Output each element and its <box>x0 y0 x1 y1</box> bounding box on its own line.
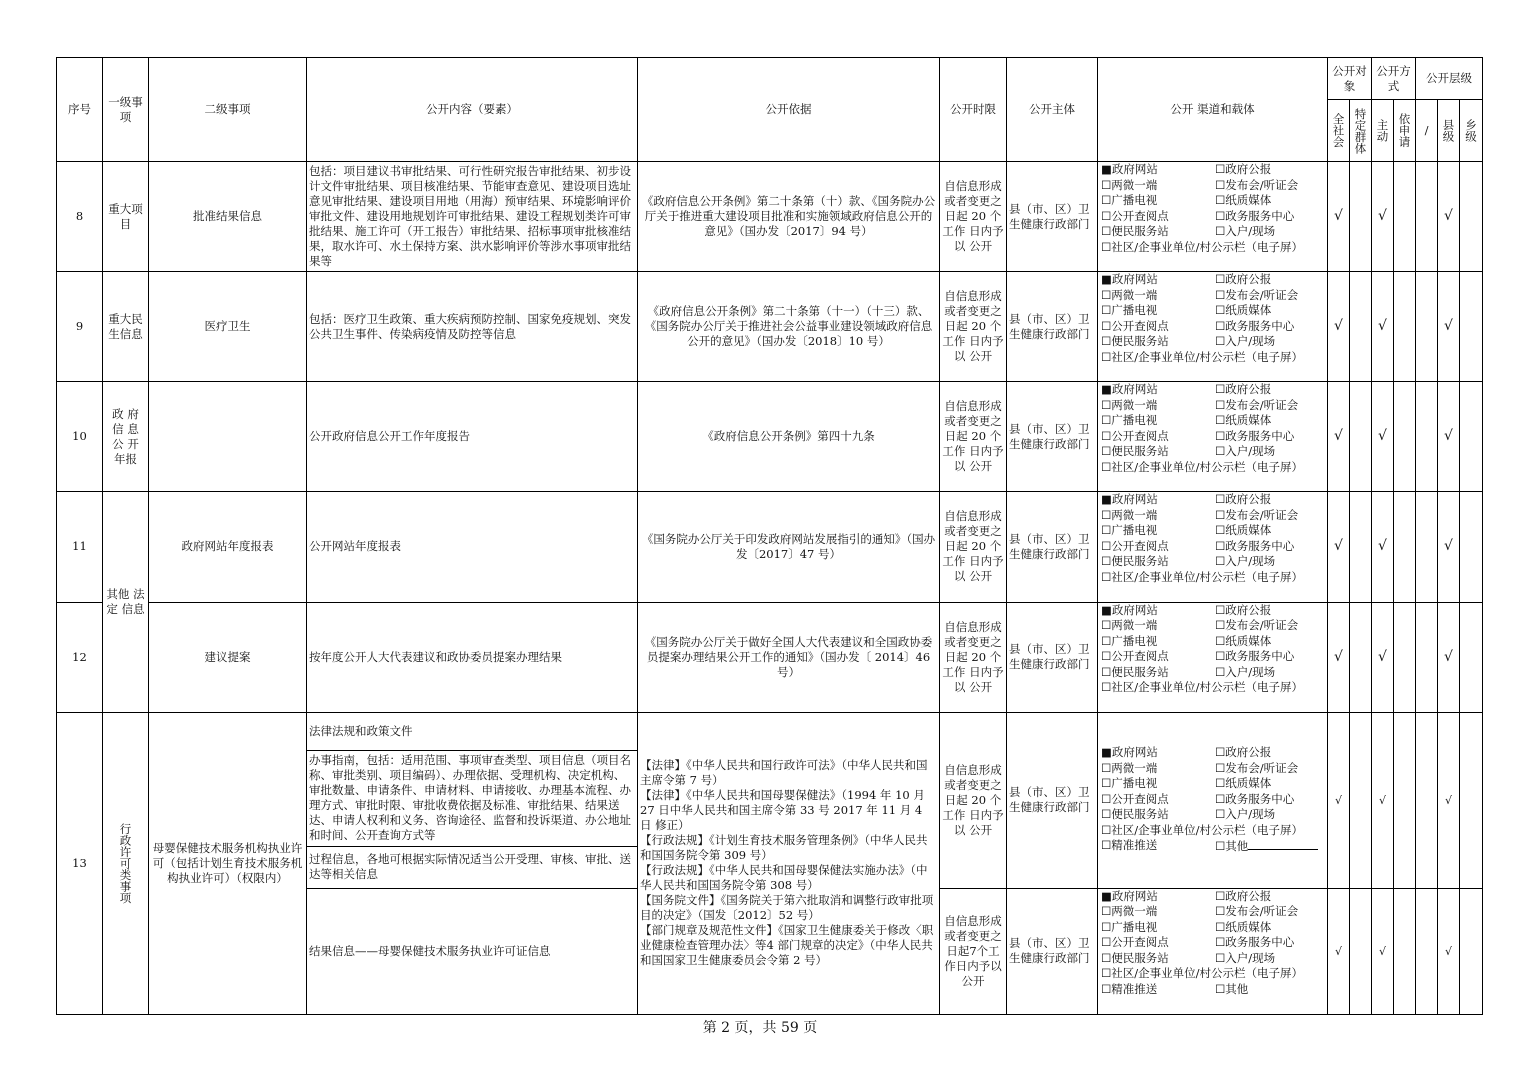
row-basis: 《国务院办公厅关于印发政府网站发展指引的通知》（国办发〔2017〕47 号） <box>638 492 940 602</box>
table-row <box>57 712 1483 750</box>
header-level2: 二级事项 <box>149 58 307 162</box>
channel-service-center: ☐政务服务中心 <box>1215 318 1295 333</box>
channel-community: ☐社区/企事业单位/村公示栏（电子屏） <box>1101 822 1304 837</box>
channel-two-one: ☐两微一端 <box>1101 397 1158 412</box>
check-method-active: √ <box>1372 272 1394 382</box>
row-content: 公开政府信息公开工作年度报告 <box>307 382 638 492</box>
page-footer: 第 2 页，共 59 页 <box>702 1020 818 1036</box>
row-time-limit: 自信息形成或者变更之日起 20 个工作 日内予以 公开 <box>940 272 1007 382</box>
channel-broadcast: ☐广播电视 <box>1101 303 1158 318</box>
channel-gov-site: ■政府网站 <box>1101 382 1158 397</box>
channel-paper: ☐纸质媒体 <box>1215 919 1272 934</box>
channel-two-one: ☐两微一端 <box>1101 177 1158 192</box>
check-target-all: √ <box>1328 272 1350 382</box>
row-subject: 县（市、区）卫 生健康行政部门 <box>1007 492 1098 602</box>
channel-convenience: ☐便民服务站 <box>1101 950 1169 965</box>
check-target-all: √ <box>1328 492 1350 602</box>
channel-community: ☐社区/企事业单位/村公示栏（电子屏） <box>1101 239 1304 254</box>
channel-convenience: ☐便民服务站 <box>1101 334 1169 349</box>
channel-gov-site: ■政府网站 <box>1101 745 1158 760</box>
header-method-apply: 依申请 <box>1394 100 1416 162</box>
cell-slash <box>1416 272 1438 382</box>
channel-gov-bulletin: ☐政府公报 <box>1215 602 1272 617</box>
row-basis: 《政府信息公开条例》第四十九条 <box>638 382 940 492</box>
channel-service-center: ☐政务服务中心 <box>1215 935 1295 950</box>
cell-target-specific <box>1350 888 1372 1014</box>
cell-target-specific <box>1350 492 1372 602</box>
channel-convenience: ☐便民服务站 <box>1101 224 1169 239</box>
channel-service-center: ☐政务服务中心 <box>1215 428 1295 443</box>
cell-method-apply <box>1394 162 1416 272</box>
cell-target-specific <box>1350 162 1372 272</box>
check-level-county: √ <box>1438 888 1460 1014</box>
row-content: 法律法规和政策文件 <box>307 712 638 750</box>
row-time-limit: 自信息形成或者变更之日起 20 个工作 日内予以 公开 <box>940 602 1007 712</box>
channel-service-center: ☐政务服务中心 <box>1215 649 1295 664</box>
check-method-active: √ <box>1372 712 1394 888</box>
row-level2: 建议提案 <box>149 602 307 712</box>
row-level2: 母婴保健技术服务机构执业许可（包括计划生育技术服务机构执业许可）（权限内） <box>149 712 307 1014</box>
channel-convenience: ☐便民服务站 <box>1101 664 1169 679</box>
channel-service-center: ☐政务服务中心 <box>1215 208 1295 223</box>
channel-door: ☐入户/现场 <box>1215 950 1276 965</box>
table-row <box>57 602 1483 712</box>
header-content: 公开内容（要素） <box>307 58 638 162</box>
cell-level-town <box>1460 272 1483 382</box>
channel-paper: ☐纸质媒体 <box>1215 193 1272 208</box>
row-seq: 12 <box>57 602 103 712</box>
channel-convenience: ☐便民服务站 <box>1101 444 1169 459</box>
channel-gov-site: ■政府网站 <box>1101 602 1158 617</box>
channel-press: ☐发布会/听证会 <box>1215 760 1299 775</box>
row-basis: 《国务院办公厅关于做好全国人大代表建议和全国政协委员提案办理结果公开工作的通知》（国办发〔 2014〕46 号） <box>638 602 940 712</box>
row-subject: 县（市、区）卫 生健康行政部门 <box>1007 712 1098 888</box>
check-level-county: √ <box>1438 272 1460 382</box>
row-level2: 医疗卫生 <box>149 272 307 382</box>
table-row <box>57 162 1483 272</box>
check-target-all: √ <box>1328 602 1350 712</box>
row-content: 过程信息，各地可根据实际情况适当公开受理、审核、审批、送达等相关信息 <box>307 846 638 888</box>
channel-door: ☐入户/现场 <box>1215 224 1276 239</box>
table-row <box>57 382 1483 492</box>
header-level1: 一级事项 <box>103 58 149 162</box>
check-level-county: √ <box>1438 162 1460 272</box>
basis-item: 【行政法规】《计划生育技术服务管理条例》（中华人民共和国国务院令第 309 号） <box>640 833 928 863</box>
channel-community: ☐社区/企事业单位/村公示栏（电子屏） <box>1101 349 1304 364</box>
basis-item: 【国务院文件】《国务院关于第六批取消和调整行政审批项目的决定》（国发〔2012〕52 号） <box>640 893 934 923</box>
channel-door: ☐入户/现场 <box>1215 334 1276 349</box>
cell-slash <box>1416 602 1438 712</box>
row-content: 结果信息——母婴保健技术服务执业许可证信息 <box>307 888 638 1014</box>
row-level1: 重大项目 <box>103 162 149 272</box>
header-level-county: 县级 <box>1438 100 1460 162</box>
row-time-limit: 自信息形成或者变更之日起 20 个工作 日内予以 公开 <box>940 382 1007 492</box>
row-time-limit: 自信息形成或者变更之日起 20 个工作 日内予以 公开 <box>940 712 1007 888</box>
table-row <box>57 492 1483 602</box>
channel-door: ☐入户/现场 <box>1215 807 1276 822</box>
check-method-active: √ <box>1372 888 1394 1014</box>
check-method-active: √ <box>1372 602 1394 712</box>
header-basis: 公开依据 <box>638 58 940 162</box>
channel-reading-room: ☐公开查阅点 <box>1101 538 1169 553</box>
row-level2: 政府网站年度报表 <box>149 492 307 602</box>
channel-broadcast: ☐广播电视 <box>1101 193 1158 208</box>
channel-paper: ☐纸质媒体 <box>1215 303 1272 318</box>
header-level-town: 乡级 <box>1460 100 1483 162</box>
cell-level-town <box>1460 492 1483 602</box>
channel-paper: ☐纸质媒体 <box>1215 413 1272 428</box>
channel-community: ☐社区/企事业单位/村公示栏（电子屏） <box>1101 680 1304 695</box>
channel-gov-bulletin: ☐政府公报 <box>1215 272 1272 287</box>
header-time-limit: 公开时限 <box>940 58 1007 162</box>
disclosure-table <box>56 57 1483 1015</box>
channel-community: ☐社区/企事业单位/村公示栏（电子屏） <box>1101 569 1304 584</box>
row-seq: 8 <box>57 162 103 272</box>
check-target-all: √ <box>1328 888 1350 1014</box>
channel-paper: ☐纸质媒体 <box>1215 633 1272 648</box>
channel-list <box>1098 382 1328 492</box>
channel-gov-site: ■政府网站 <box>1101 162 1158 177</box>
channel-gov-bulletin: ☐政府公报 <box>1215 492 1272 507</box>
channel-reading-room: ☐公开查阅点 <box>1101 649 1169 664</box>
channel-gov-site: ■政府网站 <box>1101 272 1158 287</box>
basis-item: 【行政法规】《中华人民共和国母婴保健法实施办法》（中华人民共和国国务院令第 308 号） <box>640 863 928 893</box>
header-method-active: 主动 <box>1372 100 1394 162</box>
row-seq: 10 <box>57 382 103 492</box>
channel-press: ☐发布会/听证会 <box>1215 397 1299 412</box>
channel-reading-room: ☐公开查阅点 <box>1101 791 1169 806</box>
check-level-county: √ <box>1438 602 1460 712</box>
row-time-limit: 自信息形成或者变更之日起 20 个工作 日内予以 公开 <box>940 492 1007 602</box>
header-channel: 公开 渠道和载体 <box>1098 58 1328 162</box>
row-level2: 批准结果信息 <box>149 162 307 272</box>
header-subject: 公开主体 <box>1007 58 1098 162</box>
check-level-county: √ <box>1438 382 1460 492</box>
channel-two-one: ☐两微一端 <box>1101 904 1158 919</box>
channel-community: ☐社区/企事业单位/村公示栏（电子屏） <box>1101 459 1304 474</box>
channel-other: ☐其他 <box>1215 839 1249 854</box>
channel-convenience: ☐便民服务站 <box>1101 807 1169 822</box>
cell-target-specific <box>1350 602 1372 712</box>
channel-list <box>1098 888 1328 1014</box>
check-target-all: √ <box>1328 382 1350 492</box>
channel-broadcast: ☐广播电视 <box>1101 919 1158 934</box>
cell-target-specific <box>1350 272 1372 382</box>
row-content: 包括：项目建议书审批结果、可行性研究报告审批结果、初步设计文件审批结果、项目核准结果、节能审查意见、建设项目选址意见审批结果、建设项目用地（用海）预审结果、环境影响评价审批文件、建设用地规划许可审批结果、建设工程规划类许可审批结果、施工许可（开工报告）审批结果、招标事项审批核准结果，取水许可、水土保持方案、洪水影响评价等涉水事项审批结果等 <box>307 162 638 272</box>
row-subject: 县（市、区）卫 生健康行政部门 <box>1007 602 1098 712</box>
cell-method-apply <box>1394 382 1416 492</box>
row-seq: 9 <box>57 272 103 382</box>
row-content: 包括：医疗卫生政策、重大疾病预防控制、国家免疫规划、突发公共卫生事件、传染病疫情及防控等信息 <box>307 272 638 382</box>
channel-gov-site: ■政府网站 <box>1101 888 1158 903</box>
row-subject: 县（市、区）卫 生健康行政部门 <box>1007 382 1098 492</box>
row-content: 办事指南，包括：适用范围、事项审查类型、项目信息（项目名称、审批类别、项目编码）、办理依据、受理机构、决定机构、审批数量、申请条件、申请材料、申请接收、办理基本流程、办理方式、审批时限、审批收费依据及标准、审批结果、结果送达、申请人权利和义务、咨询途径、监督和投诉渠道、办公地址和时间、公开查询方式等 <box>307 750 638 846</box>
channel-reading-room: ☐公开查阅点 <box>1101 935 1169 950</box>
channel-precise: ☐精准推送 <box>1101 838 1158 853</box>
cell-slash <box>1416 382 1438 492</box>
channel-press: ☐发布会/听证会 <box>1215 287 1299 302</box>
row-level1: 行政许可类事项 <box>103 712 149 1014</box>
channel-broadcast: ☐广播电视 <box>1101 776 1158 791</box>
cell-slash <box>1416 492 1438 602</box>
cell-method-apply <box>1394 272 1416 382</box>
row-seq: 11 <box>57 492 103 602</box>
channel-service-center: ☐政务服务中心 <box>1215 791 1295 806</box>
channel-gov-bulletin: ☐政府公报 <box>1215 888 1272 903</box>
row-level2 <box>149 382 307 492</box>
header-target-specific: 特定群体 <box>1350 100 1372 162</box>
header-method: 公开方式 <box>1372 58 1416 100</box>
row-level1: 重大民 生信息 <box>103 272 149 382</box>
channel-door: ☐入户/现场 <box>1215 444 1276 459</box>
header-target-all: 全社会 <box>1328 100 1350 162</box>
channel-paper: ☐纸质媒体 <box>1215 523 1272 538</box>
channel-press: ☐发布会/听证会 <box>1215 177 1299 192</box>
row-subject: 县（市、区）卫 生健康行政部门 <box>1007 888 1098 1014</box>
cell-method-apply <box>1394 712 1416 888</box>
header-row-1 <box>57 58 1483 100</box>
channel-press: ☐发布会/听证会 <box>1215 904 1299 919</box>
channel-gov-site: ■政府网站 <box>1101 492 1158 507</box>
check-method-active: √ <box>1372 162 1394 272</box>
channel-door: ☐入户/现场 <box>1215 554 1276 569</box>
channel-press: ☐发布会/听证会 <box>1215 618 1299 633</box>
channel-two-one: ☐两微一端 <box>1101 760 1158 775</box>
check-method-active: √ <box>1372 382 1394 492</box>
check-target-all: √ <box>1328 162 1350 272</box>
header-seq: 序号 <box>57 58 103 162</box>
channel-reading-room: ☐公开查阅点 <box>1101 428 1169 443</box>
row-level1: 政 府 信 息 公 开 年报 <box>103 382 149 492</box>
row-seq: 13 <box>57 712 103 1014</box>
channel-two-one: ☐两微一端 <box>1101 287 1158 302</box>
channel-gov-bulletin: ☐政府公报 <box>1215 382 1272 397</box>
channel-community: ☐社区/企事业单位/村公示栏（电子屏） <box>1101 966 1304 981</box>
channel-list <box>1098 162 1328 272</box>
channel-convenience: ☐便民服务站 <box>1101 554 1169 569</box>
header-level: 公开层级 <box>1416 58 1483 100</box>
table-row <box>57 272 1483 382</box>
row-basis <box>638 712 940 1014</box>
cell-slash <box>1416 162 1438 272</box>
channel-precise: ☐精准推送 <box>1101 981 1158 996</box>
cell-level-town <box>1460 162 1483 272</box>
channel-broadcast: ☐广播电视 <box>1101 523 1158 538</box>
cell-slash <box>1416 888 1438 1014</box>
channel-list <box>1098 602 1328 712</box>
channel-reading-room: ☐公开查阅点 <box>1101 208 1169 223</box>
row-subject: 县（市、区）卫 生健康行政部门 <box>1007 162 1098 272</box>
check-level-county: √ <box>1438 712 1460 888</box>
row-level1: 其他 法 定 信息 <box>103 492 149 712</box>
cell-level-town <box>1460 888 1483 1014</box>
cell-method-apply <box>1394 888 1416 1014</box>
channel-list <box>1098 712 1328 888</box>
cell-slash <box>1416 712 1438 888</box>
cell-method-apply <box>1394 602 1416 712</box>
row-basis: 《政府信息公开条例》第二十条第（十）款、《国务院办公厅关于推进重大建设项目批准和实施领域政府信息公开的意见》（国办发〔2017〕94 号） <box>638 162 940 272</box>
channel-two-one: ☐两微一端 <box>1101 618 1158 633</box>
check-method-active: √ <box>1372 492 1394 602</box>
basis-item: 【法律】《中华人民共和国行政许可法》（中华人民共和国主席令第 7 号） <box>640 758 928 788</box>
cell-method-apply <box>1394 492 1416 602</box>
row-content: 公开网站年度报表 <box>307 492 638 602</box>
row-content: 按年度公开人大代表建议和政协委员提案办理结果 <box>307 602 638 712</box>
channel-gov-bulletin: ☐政府公报 <box>1215 162 1272 177</box>
cell-target-specific <box>1350 382 1372 492</box>
row-basis: 《政府信息公开条例》第二十条第（十一）（十三）款、《国务院办公厅关于推进社会公益事业建设领域政府信息公开的意见》（国办发〔2018〕10 号） <box>638 272 940 382</box>
channel-press: ☐发布会/听证会 <box>1215 507 1299 522</box>
check-target-all: √ <box>1328 712 1350 888</box>
channel-gov-bulletin: ☐政府公报 <box>1215 745 1272 760</box>
basis-item: 【部门规章及规范性文件】《国家卫生健康委关于修改〈职业健康检查管理办法〉等4 部门规章的决定》（中华人民共和国国家卫生健康委员会令第 2 号） <box>640 923 934 968</box>
basis-item: 【法律】《中华人民共和国母婴保健法》（1994 年 10 月 27 日中华人民共和国主席令第 33 号 2017 年 11 月 4 日 修正） <box>640 788 925 833</box>
channel-list <box>1098 492 1328 602</box>
row-time-limit: 自信息形成或者变更之日起7个工作日内予以公开 <box>940 888 1007 1014</box>
channel-broadcast: ☐广播电视 <box>1101 413 1158 428</box>
other-blank-line <box>1248 838 1318 850</box>
channel-reading-room: ☐公开查阅点 <box>1101 318 1169 333</box>
cell-target-specific <box>1350 712 1372 888</box>
channel-service-center: ☐政务服务中心 <box>1215 538 1295 553</box>
check-level-county: √ <box>1438 492 1460 602</box>
channel-broadcast: ☐广播电视 <box>1101 633 1158 648</box>
channel-other: ☐其他 <box>1215 981 1249 996</box>
channel-two-one: ☐两微一端 <box>1101 507 1158 522</box>
header-slash: / <box>1416 100 1438 162</box>
channel-list <box>1098 272 1328 382</box>
cell-level-town <box>1460 712 1483 888</box>
header-target: 公开对象 <box>1328 58 1372 100</box>
cell-level-town <box>1460 382 1483 492</box>
row-time-limit: 自信息形成或者变更之日起 20 个工作 日内予以 公开 <box>940 162 1007 272</box>
channel-paper: ☐纸质媒体 <box>1215 776 1272 791</box>
row-subject: 县（市、区）卫 生健康行政部门 <box>1007 272 1098 382</box>
channel-door: ☐入户/现场 <box>1215 664 1276 679</box>
cell-level-town <box>1460 602 1483 712</box>
